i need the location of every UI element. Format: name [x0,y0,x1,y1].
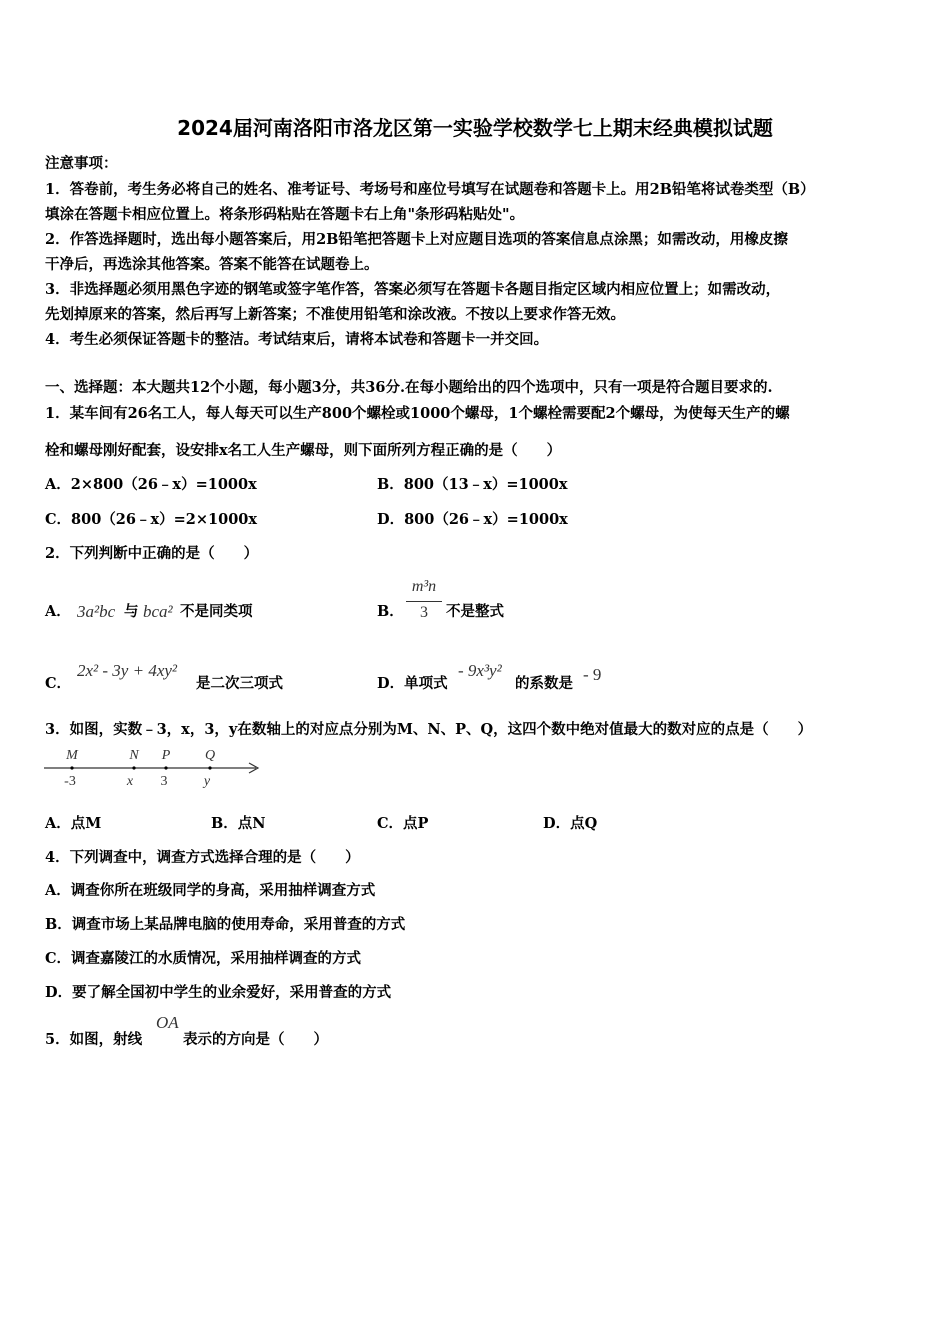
point-m-dot [70,766,73,769]
q1-stem-line1: 1．某车间有26名工人，每人每天可以生产800个螺栓或1000个螺母，1个螺栓需要配2个螺母，为使每天生产的螺 [45,405,790,422]
q2-option-b-label: B． [377,603,404,620]
q4-option-b: B．调查市场上某品牌电脑的使用寿命，采用普查的方式 [45,916,406,933]
q1-option-a: A．2×800（26﹣x）=1000x [45,476,257,493]
notice-heading: 注意事项： [45,155,118,172]
q3-option-b: B．点N [211,815,266,832]
q2-option-c-tail: 是二次三项式 [196,675,283,692]
q2-option-b-denominator: 3 [420,604,428,621]
notice-line: 填涂在答题卡相应位置上。将条形码粘贴在答题卡右上角"条形码粘贴处"。 [45,206,525,223]
q1-option-c: C．800（26﹣x）=2×1000x [45,511,258,528]
q2-option-a-expr1: 3a²bc [77,602,116,621]
q2-option-d-mid: 的系数是 [515,675,573,692]
q2-option-d-value: - 9 [583,665,602,684]
value-label-m: -3 [64,774,76,789]
value-label-n: x [126,774,134,789]
q1-option-d: D．800（26﹣x）=1000x [377,511,568,528]
q2-option-a-tail: 不是同类项 [180,603,253,620]
q5-stem-pre: 5．如图，射线 [45,1031,143,1048]
q2-option-d-label: D．单项式 [377,675,448,692]
page-title: 2024届河南洛阳市洛龙区第一实验学校数学七上期末经典模拟试题 [177,116,773,140]
q1-stem-line2: 栓和螺母刚好配套，设安排x名工人生产螺母，则下面所列方程正确的是（ ） [45,442,562,459]
q5-ray-expr: OA [156,1013,179,1032]
point-p-dot [164,766,167,769]
q1-option-b: B．800（13﹣x）=1000x [377,476,568,493]
q3-stem: 3．如图，实数﹣3，x，3，y在数轴上的对应点分别为M、N、P、Q，这四个数中绝对值最大的数对应的点是（ ） [45,721,813,738]
q2-option-a-label: A． [45,603,71,620]
q3-option-c: C．点P [377,815,429,832]
notice-line: 2．作答选择题时，选出每小题答案后，用2B铅笔把答题卡上对应题目选项的答案信息点涂黑；如需改动，用橡皮擦 [45,231,788,248]
q2-stem: 2．下列判断中正确的是（ ） [45,545,259,562]
notice-line: 1．答卷前，考生务必将自己的姓名、准考证号、考场号和座位号填写在试题卷和答题卡上。用2B铅笔将试卷类型（B） [45,181,815,198]
number-line-figure [40,744,270,790]
q4-option-d: D．要了解全国初中学生的业余爱好，采用普查的方式 [45,984,392,1001]
q2-option-b-numerator: m³n [411,578,437,595]
notice-line: 先划掉原来的答案，然后再写上新答案；不准使用铅笔和涂改液。不按以上要求作答无效。 [45,306,625,323]
q2-option-a-expr2: bca² [143,602,173,621]
point-label-n: N [129,748,139,763]
point-n-dot [132,766,135,769]
q2-option-b-tail: 不是整式 [446,603,504,620]
q3-option-d: D．点Q [543,815,598,832]
section-heading: 一、选择题：本大题共12个小题，每小题3分，共36分.在每小题给出的四个选项中，只有一项是符合题目要求的. [45,379,773,396]
q2-option-c-expr: 2x² - 3y + 4xy² [77,661,178,680]
value-label-p: 3 [160,774,168,789]
point-label-q: Q [204,748,216,763]
q2-option-d-expr: - 9x³y² [458,661,502,680]
notice-line: 干净后，再选涂其他答案。答案不能答在试题卷上。 [45,256,379,273]
q3-option-a: A．点M [45,815,102,832]
q2-option-c-label: C． [45,675,72,692]
q2-option-a-mid: 与 [124,603,139,620]
q4-option-a: A．调查你所在班级同学的身高，采用抽样调查方式 [45,882,376,899]
notice-line: 3．非选择题必须用黑色字迹的钢笔或签字笔作答，答案必须写在答题卡各题目指定区域内相应位置上；如需改动， [45,281,781,298]
point-label-m: M [66,748,78,763]
point-label-p: P [161,748,171,763]
notice-line: 4．考生必须保证答题卡的整洁。考试结束后，请将本试卷和答题卡一并交回。 [45,331,549,348]
q4-stem: 4．下列调查中，调查方式选择合理的是（ ） [45,849,360,866]
q4-option-c: C．调查嘉陵江的水质情况，采用抽样调查的方式 [45,950,362,967]
q5-stem-post: 表示的方向是（ ） [183,1031,328,1048]
value-label-q: y [203,774,211,789]
point-q-dot [208,766,211,769]
fraction-bar [406,601,442,602]
